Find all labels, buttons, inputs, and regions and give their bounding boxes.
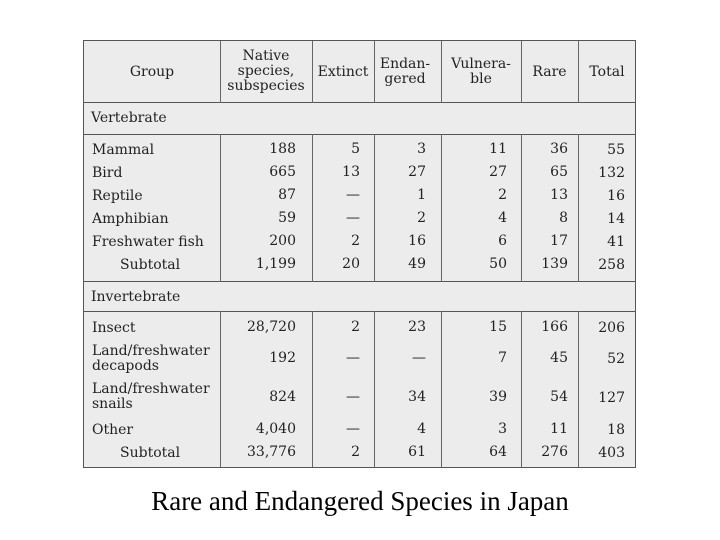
- header-native-species: [220, 49, 312, 94]
- cell-rare: 166: [541, 319, 568, 335]
- cell-native: 59: [278, 210, 296, 226]
- cell-native: 4,040: [255, 421, 296, 437]
- cell-total: 16: [607, 188, 625, 204]
- cell-total: 41: [607, 234, 625, 250]
- col-rule-2: [312, 41, 313, 103]
- header-total: Total: [589, 64, 625, 80]
- row-group-label-line-1: Land/freshwater: [92, 381, 210, 397]
- cell-extinct: —: [346, 350, 360, 366]
- cell-vulnerable: 50: [489, 256, 507, 272]
- col-rule-1b: [220, 134, 221, 282]
- col-rule-5: [521, 41, 522, 103]
- cell-extinct: 5: [351, 141, 360, 157]
- col-rule-2b: [312, 134, 313, 282]
- cell-rare: 36: [550, 141, 568, 157]
- cell-total: 18: [607, 422, 625, 438]
- cell-native: 824: [269, 389, 296, 405]
- cell-endangered: 4: [417, 421, 426, 437]
- species-table: [83, 40, 636, 468]
- rule-above-invertebrate: [84, 281, 635, 282]
- col-rule-4c: [441, 311, 442, 468]
- cell-total: 206: [598, 320, 625, 336]
- cell-vulnerable: 2: [498, 187, 507, 203]
- cell-rare: 65: [550, 164, 568, 180]
- cell-native: 1,199: [255, 256, 296, 272]
- cell-endangered: 1: [417, 187, 426, 203]
- section-invertebrate: Invertebrate: [91, 289, 181, 305]
- header-endangered-line-2: gered: [384, 71, 426, 87]
- col-rule-3c: [374, 311, 375, 468]
- col-rule-1c: [220, 311, 221, 468]
- cell-extinct: 20: [342, 256, 360, 272]
- cell-endangered: 23: [408, 319, 426, 335]
- header-native-line-1: Native: [242, 48, 290, 64]
- cell-extinct: —: [346, 210, 360, 226]
- cell-total: 258: [598, 257, 625, 273]
- header-vulnerable-line-2: ble: [470, 71, 492, 87]
- cell-vulnerable: 11: [489, 141, 507, 157]
- subtotal-label: Subtotal: [120, 445, 181, 461]
- cell-native: 665: [269, 164, 296, 180]
- cell-endangered: 3: [417, 141, 426, 157]
- cell-endangered: 2: [417, 210, 426, 226]
- cell-endangered: 61: [408, 444, 426, 460]
- cell-total: 132: [598, 165, 625, 181]
- rule-below-header: [84, 102, 635, 103]
- row-group-label: Mammal: [92, 142, 155, 158]
- cell-extinct: —: [346, 421, 360, 437]
- caption: Rare and Endangered Species in Japan: [151, 486, 569, 516]
- col-rule-5c: [521, 311, 522, 468]
- cell-rare: 13: [550, 187, 568, 203]
- cell-total: 403: [598, 445, 625, 461]
- cell-vulnerable: 27: [489, 164, 507, 180]
- cell-native: 192: [269, 350, 296, 366]
- cell-vulnerable: 15: [489, 319, 507, 335]
- col-rule-5b: [521, 134, 522, 282]
- row-group-label-line-2: snails: [92, 396, 133, 412]
- cell-endangered: —: [412, 350, 426, 366]
- col-rule-4b: [441, 134, 442, 282]
- cell-vulnerable: 7: [498, 350, 507, 366]
- row-group-label-line-2: decapods: [92, 358, 159, 374]
- cell-rare: 17: [550, 233, 568, 249]
- cell-endangered: 34: [408, 389, 426, 405]
- header-vulnerable: [441, 57, 521, 87]
- cell-rare: 8: [559, 210, 568, 226]
- rule-above-vertebrate-rows: [84, 134, 635, 135]
- cell-vulnerable: 6: [498, 233, 507, 249]
- cell-total: 55: [607, 142, 625, 158]
- cell-vulnerable: 3: [498, 421, 507, 437]
- header-extinct: Extinct: [317, 64, 369, 80]
- cell-rare: 45: [550, 350, 568, 366]
- header-endangered-line-1: Endan-: [379, 56, 431, 72]
- cell-native: 188: [269, 141, 296, 157]
- row-group-label-line-1: Land/freshwater: [92, 343, 210, 359]
- row-group-label: Reptile: [92, 188, 143, 204]
- header-rare: Rare: [532, 64, 567, 80]
- header-endangered: [374, 57, 436, 87]
- row-group-label: Insect: [92, 320, 136, 336]
- col-rule-2c: [312, 311, 313, 468]
- row-group-label: [92, 344, 210, 374]
- cell-total: 127: [598, 390, 625, 406]
- cell-rare: 11: [550, 421, 568, 437]
- cell-extinct: —: [346, 389, 360, 405]
- row-group-label: [92, 382, 210, 412]
- cell-extinct: 13: [342, 164, 360, 180]
- cell-endangered: 49: [408, 256, 426, 272]
- col-rule-6b: [578, 134, 579, 282]
- row-group-label: Amphibian: [92, 211, 169, 227]
- cell-extinct: —: [346, 187, 360, 203]
- row-group-label: Bird: [92, 165, 123, 181]
- col-rule-1: [220, 41, 221, 103]
- row-group-label: Freshwater fish: [92, 234, 204, 250]
- subtotal-label: Subtotal: [120, 257, 181, 273]
- header-native-line-3: subspecies: [227, 78, 305, 94]
- cell-vulnerable: 4: [498, 210, 507, 226]
- cell-rare: 54: [550, 389, 568, 405]
- cell-native: 200: [269, 233, 296, 249]
- col-rule-3b: [374, 134, 375, 282]
- col-rule-4: [441, 41, 442, 103]
- cell-rare: 276: [541, 444, 568, 460]
- row-group-label: Other: [92, 422, 134, 438]
- col-rule-6c: [578, 311, 579, 468]
- cell-total: 52: [607, 351, 625, 367]
- cell-native: 87: [278, 187, 296, 203]
- header-native-line-2: species,: [237, 63, 295, 79]
- cell-endangered: 27: [408, 164, 426, 180]
- col-rule-6: [578, 41, 579, 103]
- cell-rare: 139: [541, 256, 568, 272]
- col-rule-3: [374, 41, 375, 103]
- cell-vulnerable: 39: [489, 389, 507, 405]
- header-group: Group: [129, 64, 175, 80]
- cell-vulnerable: 64: [489, 444, 507, 460]
- section-vertebrate: Vertebrate: [91, 110, 167, 126]
- cell-endangered: 16: [408, 233, 426, 249]
- cell-native: 28,720: [247, 319, 296, 335]
- cell-extinct: 2: [351, 233, 360, 249]
- header-vulnerable-line-1: Vulnera-: [451, 56, 511, 72]
- cell-extinct: 2: [351, 444, 360, 460]
- cell-total: 14: [607, 211, 625, 227]
- rule-above-invertebrate-rows: [84, 311, 635, 312]
- cell-extinct: 2: [351, 319, 360, 335]
- cell-native: 33,776: [247, 444, 296, 460]
